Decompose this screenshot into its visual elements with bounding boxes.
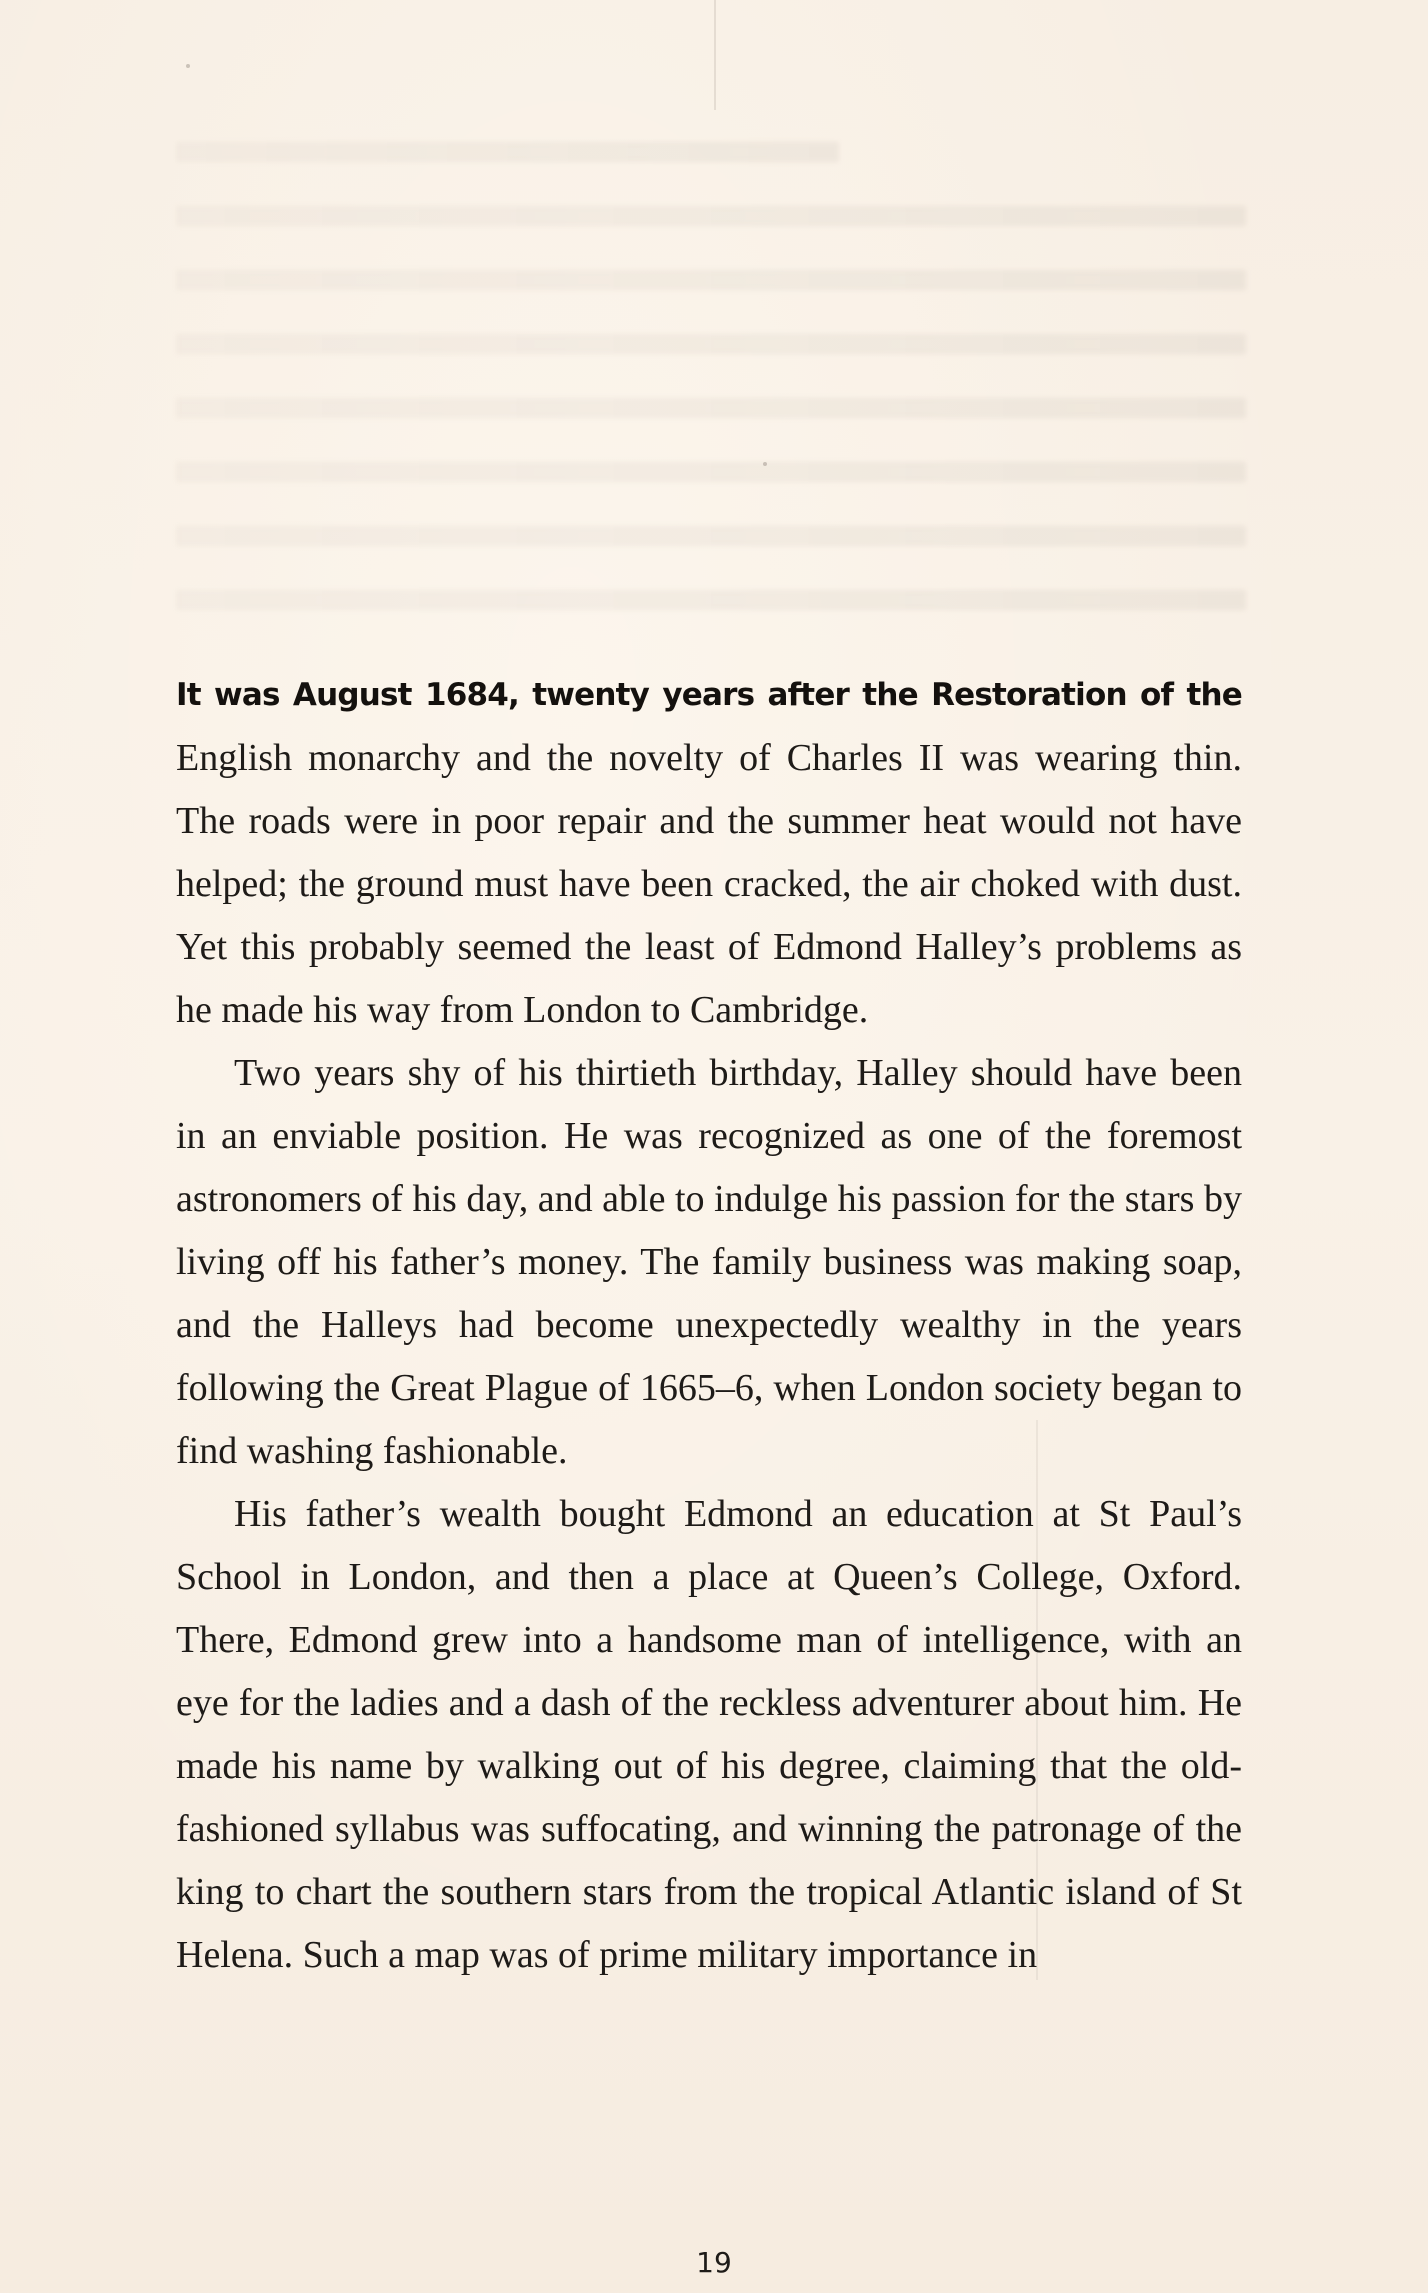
show-through-text [176, 120, 1246, 632]
paragraph-1-text: English monarchy and the novelty of Charles II was wearing thin. The roads were in poor repair and the summer heat would not have helped; the ground must have been cracked, the air choked with dust. Yet this probably seemed the least of Edmond Halley’s problems as he made his way from London to Cambridge. [176, 737, 1242, 1031]
lead-in: It was August 1684, twenty years after the Restoration of the [176, 677, 1242, 713]
paragraph-3: His father’s wealth bought Edmond an education at St Paul’s School in London, and then a place at Queen’s College, Oxford. There, Edmond grew into a handsome man of intelligence, with an eye for the ladies and a dash of the reckless adventurer about him. He made his name by walking out of his degree, claiming that the old-fashioned syllabus was suffocating, and winning the patronage of the king to chart the southern stars from the tropical Atlantic island of St Helena. Such a map was of prime military importance in [176, 1493, 1242, 1976]
paragraph-1 [176, 662, 1242, 1042]
page-crease [714, 0, 716, 110]
page-number: 19 [696, 2246, 732, 2279]
paper-speck [763, 462, 767, 466]
paper-speck [186, 64, 190, 68]
body-text [176, 662, 1242, 1987]
paragraph-2: Two years shy of his thirtieth birthday, Halley should have been in an enviable position. He was recognized as one of the foremost astronomers of his day, and able to indulge his passion for the stars by living off his father’s money. The family business was making soap, and the Halleys had become unexpectedly wealthy in the years following the Great Plague of 1665–6, when London society began to find washing fashionable. [176, 1052, 1242, 1472]
